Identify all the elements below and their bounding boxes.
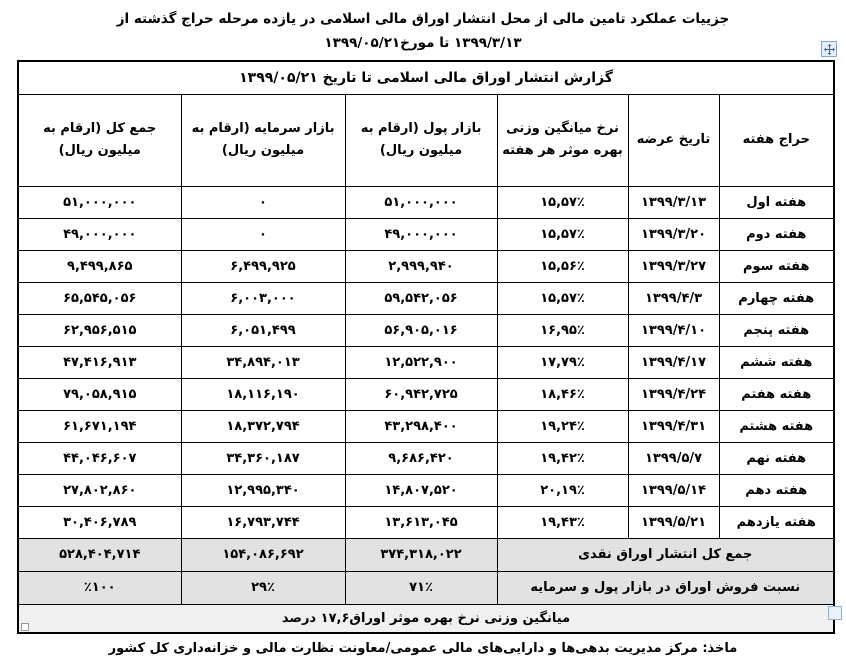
table-row xyxy=(18,474,834,506)
money-market-cell: ۶۰,۹۴۲,۷۲۵ xyxy=(345,378,497,410)
capital-market-cell: ۱۸,۳۷۲,۷۹۴ xyxy=(181,410,345,442)
money-market-cell: ۹,۶۸۶,۴۲۰ xyxy=(345,442,497,474)
rate-cell: ۱۸,۴۶٪ xyxy=(497,378,628,410)
ratio-total: ٪۱۰۰ xyxy=(18,571,181,604)
capital-market-cell: ۳۴,۳۶۰,۱۸۷ xyxy=(181,442,345,474)
table-title: گزارش انتشار اوراق مالی اسلامی تا تاریخ ۱۳۹۹/۰۵/۲۱ xyxy=(18,61,834,94)
weighted-average-note: میانگین وزنی نرخ بهره موثر اوراق۱۷,۶ درصد xyxy=(18,604,834,633)
scroll-anchor-icon[interactable] xyxy=(828,606,842,620)
page-title-line2: ۱۳۹۹/۳/۱۳ تا مورخ۱۳۹۹/۰۵/۲۱ xyxy=(324,35,522,51)
total-cell: ۴۴,۰۴۶,۶۰۷ xyxy=(18,442,181,474)
week-cell: هفته هفتم xyxy=(719,378,834,410)
rate-cell: ۱۹,۲۴٪ xyxy=(497,410,628,442)
column-header-5: جمع کل (ارقام به میلیون ریال) xyxy=(18,94,181,186)
total-cell: ۶۵,۵۴۵,۰۵۶ xyxy=(18,282,181,314)
table-head xyxy=(18,61,834,186)
rate-cell: ۲۰,۱۹٪ xyxy=(497,474,628,506)
total-cell: ۲۷,۸۰۲,۸۶۰ xyxy=(18,474,181,506)
column-header-2: نرخ میانگین وزنی بهره موثر هر هفته xyxy=(497,94,628,186)
money-market-cell: ۲,۹۹۹,۹۴۰ xyxy=(345,250,497,282)
capital-market-cell: ۶,۴۹۹,۹۲۵ xyxy=(181,250,345,282)
date-cell: ۱۳۹۹/۴/۱۰ xyxy=(628,314,719,346)
table-row xyxy=(18,506,834,538)
rate-cell: ۱۵,۵۶٪ xyxy=(497,250,628,282)
total-cell: ۶۱,۶۷۱,۱۹۴ xyxy=(18,410,181,442)
table-resize-handle[interactable] xyxy=(21,623,29,631)
table-body xyxy=(18,186,834,538)
money-market-cell: ۵۶,۹۰۵,۰۱۶ xyxy=(345,314,497,346)
column-header-0: حراج هفته xyxy=(719,94,834,186)
table-row xyxy=(18,218,834,250)
money-market-cell: ۴۳,۲۹۸,۴۰۰ xyxy=(345,410,497,442)
rate-cell: ۱۵,۵۷٪ xyxy=(497,218,628,250)
money-market-cell: ۱۴,۸۰۷,۵۲۰ xyxy=(345,474,497,506)
money-market-cell: ۱۳,۶۱۳,۰۴۵ xyxy=(345,506,497,538)
rate-cell: ۱۵,۵۷٪ xyxy=(497,186,628,218)
weighted-average-row xyxy=(18,604,834,633)
week-cell: هفته پنجم xyxy=(719,314,834,346)
date-cell: ۱۳۹۹/۵/۲۱ xyxy=(628,506,719,538)
week-cell: هفته نهم xyxy=(719,442,834,474)
date-cell: ۱۳۹۹/۳/۲۷ xyxy=(628,250,719,282)
week-cell: هفته ششم xyxy=(719,346,834,378)
total-cell: ۶۲,۹۵۶,۵۱۵ xyxy=(18,314,181,346)
column-header-1: تاریخ عرضه xyxy=(628,94,719,186)
rate-cell: ۱۷,۷۹٪ xyxy=(497,346,628,378)
move-arrows-icon xyxy=(824,44,835,55)
total-cell: ۳۰,۴۰۶,۷۸۹ xyxy=(18,506,181,538)
table-row xyxy=(18,250,834,282)
week-cell: هفته یازدهم xyxy=(719,506,834,538)
week-cell: هفته هشتم xyxy=(719,410,834,442)
table-row xyxy=(18,410,834,442)
rate-cell: ۱۵,۵۷٪ xyxy=(497,282,628,314)
date-cell: ۱۳۹۹/۵/۷ xyxy=(628,442,719,474)
total-cell: ۷۹,۰۵۸,۹۱۵ xyxy=(18,378,181,410)
table-row xyxy=(18,282,834,314)
table-header-row xyxy=(18,94,834,186)
date-cell: ۱۳۹۹/۵/۱۴ xyxy=(628,474,719,506)
capital-market-cell: ۳۴,۸۹۴,۰۱۳ xyxy=(181,346,345,378)
date-cell: ۱۳۹۹/۴/۳۱ xyxy=(628,410,719,442)
week-cell: هفته دوم xyxy=(719,218,834,250)
capital-market-cell: ۶,۰۰۳,۰۰۰ xyxy=(181,282,345,314)
table-move-handle[interactable] xyxy=(821,41,837,57)
rate-cell: ۱۶,۹۵٪ xyxy=(497,314,628,346)
page-title xyxy=(0,0,846,55)
date-cell: ۱۳۹۹/۴/۲۴ xyxy=(628,378,719,410)
totals-money-market: ۳۷۴,۳۱۸,۰۲۲ xyxy=(345,538,497,571)
money-market-cell: ۴۹,۰۰۰,۰۰۰ xyxy=(345,218,497,250)
date-cell: ۱۳۹۹/۳/۱۳ xyxy=(628,186,719,218)
ratio-money-market: ۷۱٪ xyxy=(345,571,497,604)
week-cell: هفته اول xyxy=(719,186,834,218)
column-header-3: بازار پول (ارقام به میلیون ریال) xyxy=(345,94,497,186)
table-row xyxy=(18,378,834,410)
week-cell: هفته دهم xyxy=(719,474,834,506)
column-header-4: بازار سرمایه (ارقام به میلیون ریال) xyxy=(181,94,345,186)
table-row xyxy=(18,314,834,346)
total-cell: ۴۷,۴۱۶,۹۱۳ xyxy=(18,346,181,378)
ratio-capital-market: ۲۹٪ xyxy=(181,571,345,604)
money-market-cell: ۵۹,۵۴۲,۰۵۶ xyxy=(345,282,497,314)
source-note: ماخذ: مرکز مدیریت بدهی‌ها و دارایی‌های مالی عمومی/معاونت نظارت مالی و خزانه‌داری کل کشور xyxy=(108,641,738,656)
table-summary xyxy=(18,538,834,633)
table-title-row xyxy=(18,61,834,94)
capital-market-cell: ۰ xyxy=(181,218,345,250)
total-cell: ۹,۴۹۹,۸۶۵ xyxy=(18,250,181,282)
date-cell: ۱۳۹۹/۳/۲۰ xyxy=(628,218,719,250)
totals-row xyxy=(18,538,834,571)
ratio-row xyxy=(18,571,834,604)
table-row xyxy=(18,442,834,474)
rate-cell: ۱۹,۴۳٪ xyxy=(497,506,628,538)
total-cell: ۴۹,۰۰۰,۰۰۰ xyxy=(18,218,181,250)
week-cell: هفته چهارم xyxy=(719,282,834,314)
securities-report-table xyxy=(17,60,835,634)
table-row xyxy=(18,346,834,378)
capital-market-cell: ۱۶,۷۹۳,۷۴۴ xyxy=(181,506,345,538)
page-title-line1: جزییات عملکرد تامین مالی از محل انتشار اوراق مالی اسلامی در یازده مرحله حراج گذشته از xyxy=(116,11,730,27)
rate-cell: ۱۹,۴۲٪ xyxy=(497,442,628,474)
capital-market-cell: ۱۸,۱۱۶,۱۹۰ xyxy=(181,378,345,410)
date-cell: ۱۳۹۹/۴/۱۷ xyxy=(628,346,719,378)
week-cell: هفته سوم xyxy=(719,250,834,282)
table-row xyxy=(18,186,834,218)
totals-grand-total: ۵۲۸,۴۰۴,۷۱۴ xyxy=(18,538,181,571)
capital-market-cell: ۱۲,۹۹۵,۳۴۰ xyxy=(181,474,345,506)
totals-capital-market: ۱۵۴,۰۸۶,۶۹۲ xyxy=(181,538,345,571)
ratio-label: نسبت فروش اوراق در بازار پول و سرمایه xyxy=(497,571,834,604)
money-market-cell: ۵۱,۰۰۰,۰۰۰ xyxy=(345,186,497,218)
capital-market-cell: ۶,۰۵۱,۴۹۹ xyxy=(181,314,345,346)
date-cell: ۱۳۹۹/۴/۳ xyxy=(628,282,719,314)
capital-market-cell: ۰ xyxy=(181,186,345,218)
totals-label: جمع کل انتشار اوراق نقدی xyxy=(497,538,834,571)
money-market-cell: ۱۲,۵۲۲,۹۰۰ xyxy=(345,346,497,378)
total-cell: ۵۱,۰۰۰,۰۰۰ xyxy=(18,186,181,218)
